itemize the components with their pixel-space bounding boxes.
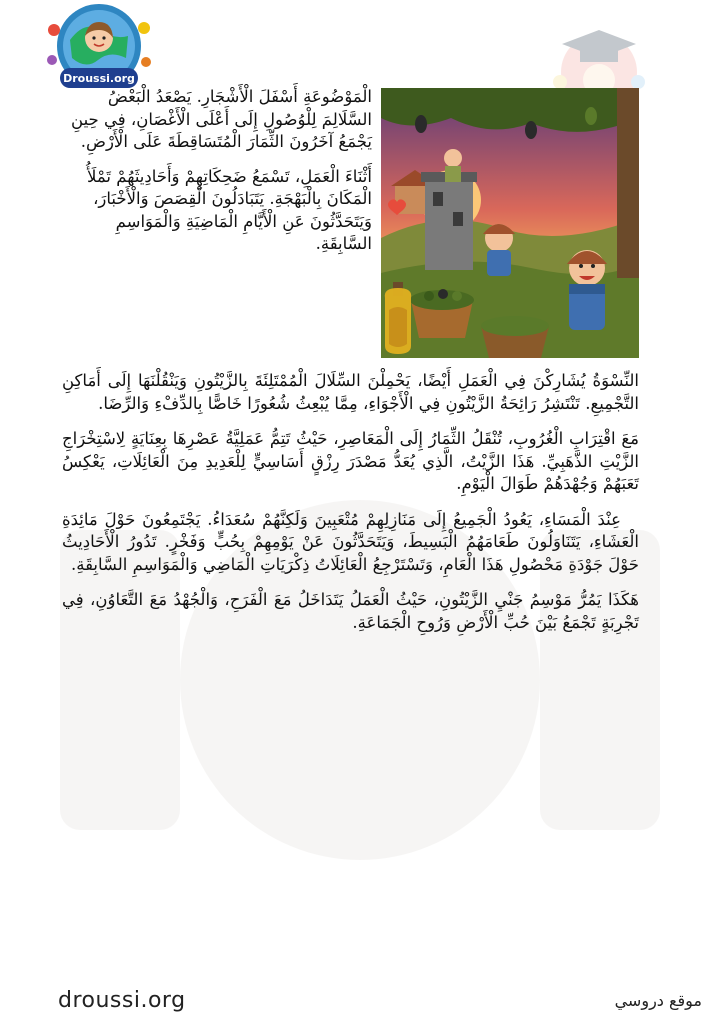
- footer-site-latin: droussi.org: [58, 988, 186, 1013]
- logo-text: Droussi.org: [63, 72, 135, 85]
- side-text-column: [62, 86, 372, 268]
- paragraph-evening: عِنْدَ الْمَسَاءِ، يَعُودُ الْجَمِيعُ إِلَى مَنَازِلِهِمْ مُتْعَبِينَ وَلَكِنَّهُمْ سُعَدَاءُ. يَجْتَمِعُونَ حَوْلَ مَائِدَةِ الْعَشَاءِ، يَتَنَاوَلُونَ طَعَامَهُمُ الْبَسِيطَ، وَيَتَحَدَّثُونَ عَنْ يَوْمِهِمْ بِحُبٍّ وَفَخْرٍ. تَدُورُ الْأَحَادِيثُ حَوْلَ جَوْدَةِ مَحْصُولِ هَذَا الْعَامِ، وَتَسْتَرْجِعُ الْعَائِلَاتُ ذِكْرَيَاتِ الْمَاضِي وَالْمَوَاسِمِ السَّابِقَةِ.: [62, 509, 639, 574]
- paragraph-side-1: الْمَوْضُوعَةِ أَسْفَلَ الْأَشْجَارِ. يَصْعَدُ الْبَعْضُ السَّلَالِمَ لِلْوُصُولِ إِلَى أَعْلَى الْأَغْصَانِ، فِي حِينِ يَجْمَعُ آخَرُونَ الثِّمَارَ الْمُتَسَاقِطَةَ عَلَى الْأَرْضِ.: [71, 87, 372, 151]
- main-text-column: [62, 370, 639, 647]
- paragraph-side-2: أَثْنَاءَ الْعَمَلِ، تَسْمَعُ ضَحِكَاتِهِمْ وَأَحَادِيثَهُمْ تَمْلَأُ الْمَكَانَ بِالْبَهْجَةِ. يَتَبَادَلُونَ الْقِصَصَ وَالْأَخْبَارَ، وَيَتَحَدَّثُونَ عَنِ الْأَيَّامِ الْمَاضِيَةِ وَالْمَوَاسِمِ السَّابِقَةِ.: [87, 166, 372, 253]
- olive-harvest-illustration: [381, 88, 639, 358]
- droussi-logo-icon: [40, 0, 158, 96]
- paragraph-pressing: مَعَ اقْتِرَابِ الْغُرُوبِ، تُنْقَلُ الثِّمَارُ إِلَى الْمَعَاصِرِ، حَيْثُ تَتِمُّ عَمَلِيَّةُ عَصْرِهَا بِعِنَايَةٍ لِاسْتِخْرَاجِ الزَّيْتِ الذَّهَبِيِّ. هَذَا الزَّيْتُ، الَّذِي يُعَدُّ مَصْدَرَ رِزْقٍ أَسَاسِيٍّ لِلْعَدِيدِ مِنَ الْعَائِلَاتِ، يَعْكِسُ تَعَبَهُمْ وَجُهْدَهُمْ طَوَالَ الْيَوْمِ.: [62, 429, 639, 493]
- paragraph-women-work: النِّسْوَةُ يُشَارِكْنَ فِي الْعَمَلِ أَيْضًا، يَحْمِلْنَ السِّلَالَ الْمُمْتَلِئَةَ بِالزَّيْتُونِ وَيَنْقُلْنَهَا إِلَى أَمَاكِنِ التَّجْمِيعِ. تَنْتَشِرُ رَائِحَةُ الزَّيْتُونِ فِي الْأَجْوَاءِ، مِمَّا يُبْعِثُ شُعُورًا خَاصًّا بِالدِّفْءِ وَالرِّضَا.: [62, 371, 639, 413]
- footer-site-arabic: موقع دروسي: [614, 991, 702, 1010]
- paragraph-conclusion: هَكَذَا يَمُرُّ مَوْسِمُ جَنْيِ الزَّيْتُونِ، حَيْثُ الْعَمَلُ يَتَدَاخَلُ مَعَ الْفَرَحِ، وَالْجُهْدُ مَعَ التَّعَاوُنِ، فِي تَجْرِبَةٍ تَجْمَعُ بَيْنَ حُبِّ الْأَرْضِ وَرُوحِ الْجَمَاعَةِ.: [62, 590, 639, 632]
